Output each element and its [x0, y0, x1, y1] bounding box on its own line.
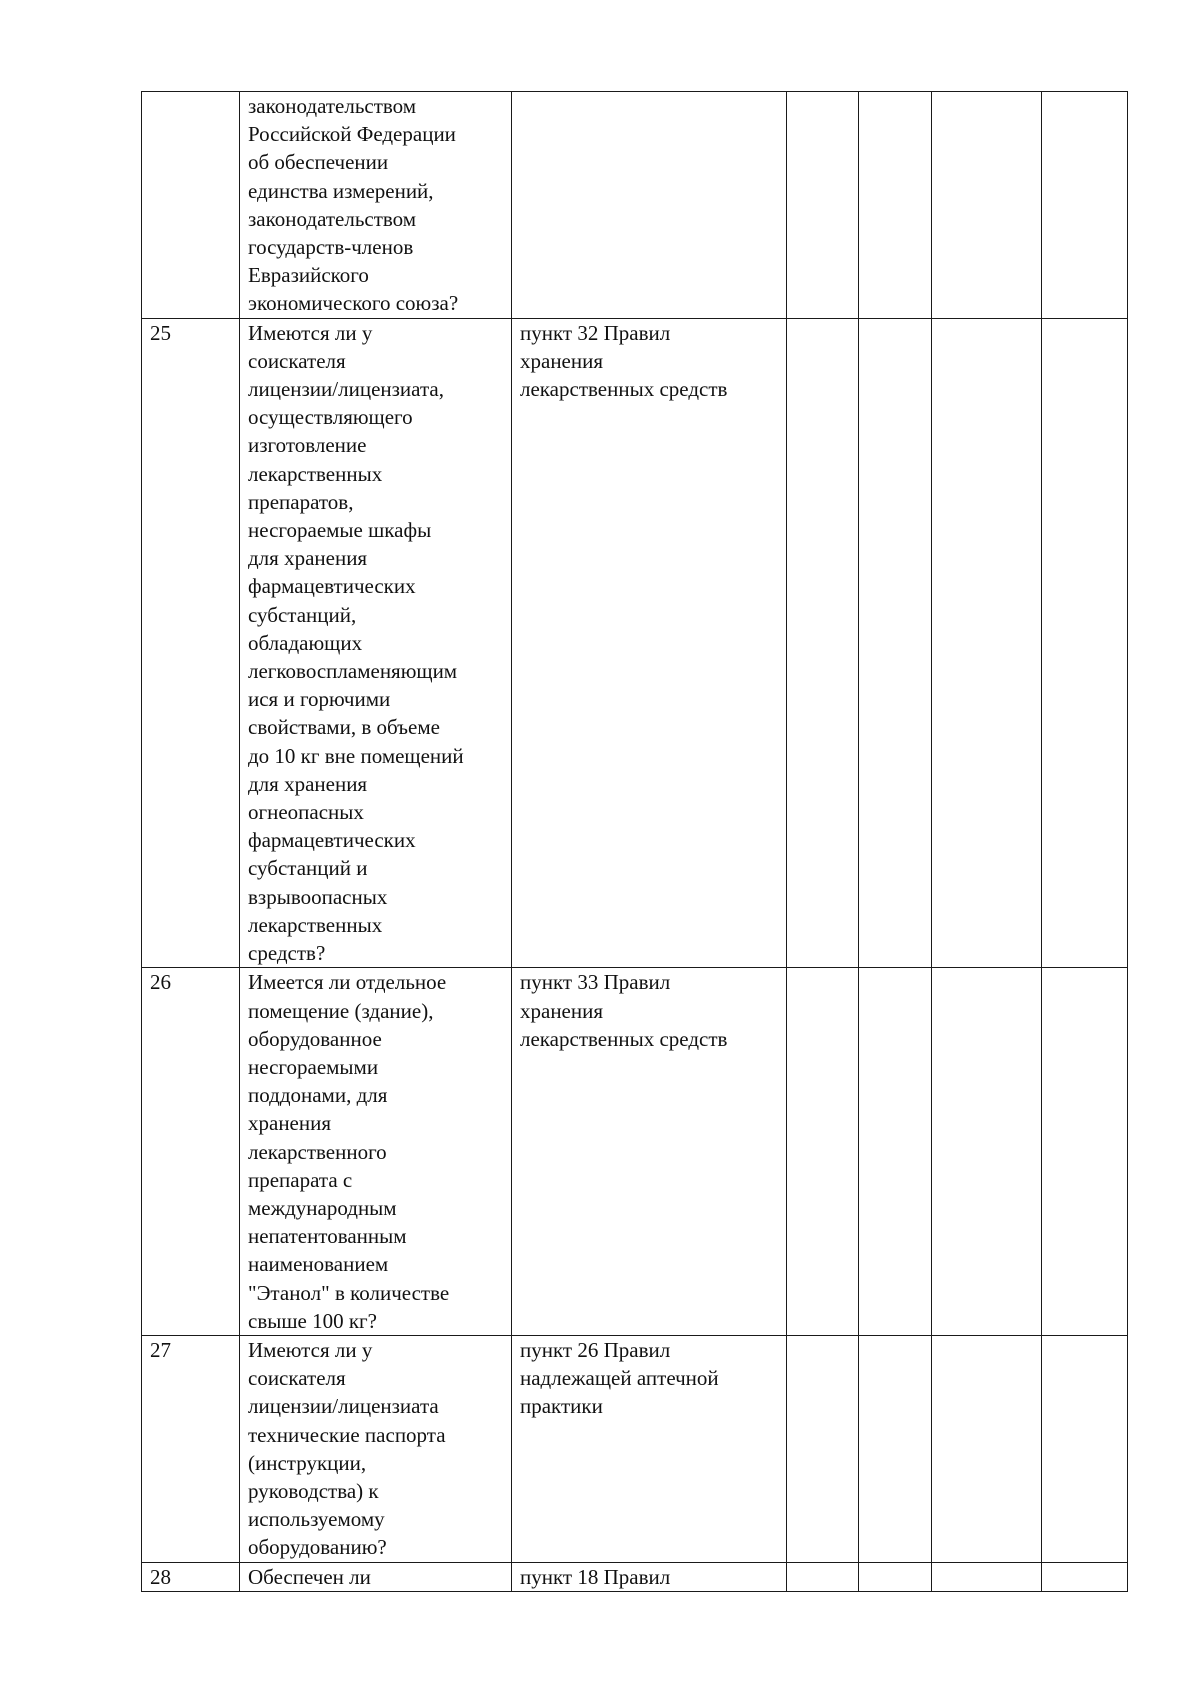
question-line: изготовление: [248, 433, 367, 458]
question-line: несгораемыми: [248, 1054, 379, 1079]
table-row: [142, 968, 1128, 1336]
table-row: [142, 1562, 1128, 1591]
reference-cell: [512, 1562, 787, 1591]
question-line: Имеется ли отдельное: [248, 970, 447, 995]
reference-line: хранения: [520, 348, 604, 373]
question-line: Имеются ли у: [248, 320, 373, 345]
row-number: 26: [142, 968, 240, 1336]
answer-no-cell: [859, 1335, 932, 1562]
question-line: используемому: [248, 1507, 385, 1532]
table-row: [142, 1335, 1128, 1562]
question-line: ися и горючими: [248, 687, 391, 712]
question-line: Имеются ли у: [248, 1337, 373, 1362]
reference-cell: [512, 318, 787, 968]
question-line: для хранения: [248, 771, 368, 796]
question-line: свыше 100 кг?: [248, 1308, 377, 1333]
reference-cell: [512, 92, 787, 319]
question-line: руководства) к: [248, 1478, 379, 1503]
not-applicable-cell: [932, 318, 1042, 968]
table-row: [142, 92, 1128, 319]
question-line: государств-членов: [248, 235, 414, 260]
reference-line: пункт 33 Правил: [520, 970, 671, 995]
reference-cell: [512, 968, 787, 1336]
answer-yes-cell: [787, 92, 859, 319]
question-line: препарата с: [248, 1167, 353, 1192]
reference-line: лекарственных средств: [520, 1026, 728, 1051]
question-line: поддонами, для: [248, 1083, 388, 1108]
question-line: законодательством: [248, 94, 417, 118]
answer-no-cell: [859, 1562, 932, 1591]
reference-cell: [512, 1335, 787, 1562]
row-number: 25: [142, 318, 240, 968]
question-cell: [240, 1335, 512, 1562]
question-line: огнеопасных: [248, 800, 364, 825]
question-line: фармацевтических: [248, 828, 416, 853]
question-line: соискателя: [248, 1366, 346, 1391]
question-line: осуществляющего: [248, 405, 413, 430]
note-cell: [1042, 1335, 1128, 1562]
not-applicable-cell: [932, 1335, 1042, 1562]
question-line: об обеспечении: [248, 150, 389, 175]
question-line: лекарственного: [248, 1139, 387, 1164]
row-number: 27: [142, 1335, 240, 1562]
answer-no-cell: [859, 92, 932, 319]
question-line: экономического союза?: [248, 291, 459, 316]
question-cell: [240, 1562, 512, 1591]
question-line: (инструкции,: [248, 1450, 367, 1475]
answer-no-cell: [859, 318, 932, 968]
question-line: помещение (здание),: [248, 998, 434, 1023]
question-line: субстанций,: [248, 602, 357, 627]
reference-line: пункт 18 Правил: [520, 1564, 671, 1589]
question-line: технические паспорта: [248, 1422, 446, 1447]
answer-yes-cell: [787, 318, 859, 968]
question-cell: [240, 318, 512, 968]
question-line: лицензии/лицензиата: [248, 1394, 439, 1419]
question-line: оборудованное: [248, 1026, 382, 1051]
table-row: [142, 318, 1128, 968]
question-line: лекарственных: [248, 912, 383, 937]
question-line: непатентованным: [248, 1224, 407, 1249]
reference-line: пункт 26 Правил: [520, 1337, 671, 1362]
not-applicable-cell: [932, 92, 1042, 319]
question-line: Евразийского: [248, 263, 369, 288]
question-line: хранения: [248, 1111, 332, 1136]
question-line: законодательством: [248, 206, 417, 231]
question-line: единства измерений,: [248, 178, 434, 203]
reference-line: лекарственных средств: [520, 377, 728, 402]
answer-yes-cell: [787, 968, 859, 1336]
table-body: [142, 92, 1128, 1592]
question-line: препаратов,: [248, 489, 354, 514]
answer-no-cell: [859, 968, 932, 1336]
question-line: лекарственных: [248, 461, 383, 486]
question-line: "Этанол" в количестве: [248, 1280, 450, 1305]
note-cell: [1042, 92, 1128, 319]
row-number: [142, 92, 240, 319]
question-line: лицензии/лицензиата,: [248, 377, 444, 402]
question-line: наименованием: [248, 1252, 389, 1277]
note-cell: [1042, 318, 1128, 968]
question-cell: [240, 92, 512, 319]
not-applicable-cell: [932, 1562, 1042, 1591]
question-line: средств?: [248, 941, 326, 966]
question-line: субстанций и: [248, 856, 368, 881]
checklist-table: [141, 91, 1128, 1592]
question-line: оборудованию?: [248, 1535, 387, 1560]
answer-yes-cell: [787, 1335, 859, 1562]
question-line: международным: [248, 1195, 397, 1220]
note-cell: [1042, 1562, 1128, 1591]
answer-yes-cell: [787, 1562, 859, 1591]
question-line: взрывоопасных: [248, 884, 388, 909]
reference-line: практики: [520, 1394, 603, 1419]
question-line: соискателя: [248, 348, 346, 373]
question-line: Российской Федерации: [248, 122, 456, 147]
question-line: свойствами, в объеме: [248, 715, 440, 740]
not-applicable-cell: [932, 968, 1042, 1336]
question-line: фармацевтических: [248, 574, 416, 599]
question-line: Обеспечен ли: [248, 1564, 371, 1589]
row-number: 28: [142, 1562, 240, 1591]
question-line: легковоспламеняющим: [248, 659, 458, 684]
question-line: несгораемые шкафы: [248, 518, 432, 543]
reference-line: надлежащей аптечной: [520, 1366, 719, 1391]
question-line: для хранения: [248, 546, 368, 571]
question-line: обладающих: [248, 630, 363, 655]
note-cell: [1042, 968, 1128, 1336]
reference-line: хранения: [520, 998, 604, 1023]
question-cell: [240, 968, 512, 1336]
question-line: до 10 кг вне помещений: [248, 743, 464, 768]
reference-line: пункт 32 Правил: [520, 320, 671, 345]
